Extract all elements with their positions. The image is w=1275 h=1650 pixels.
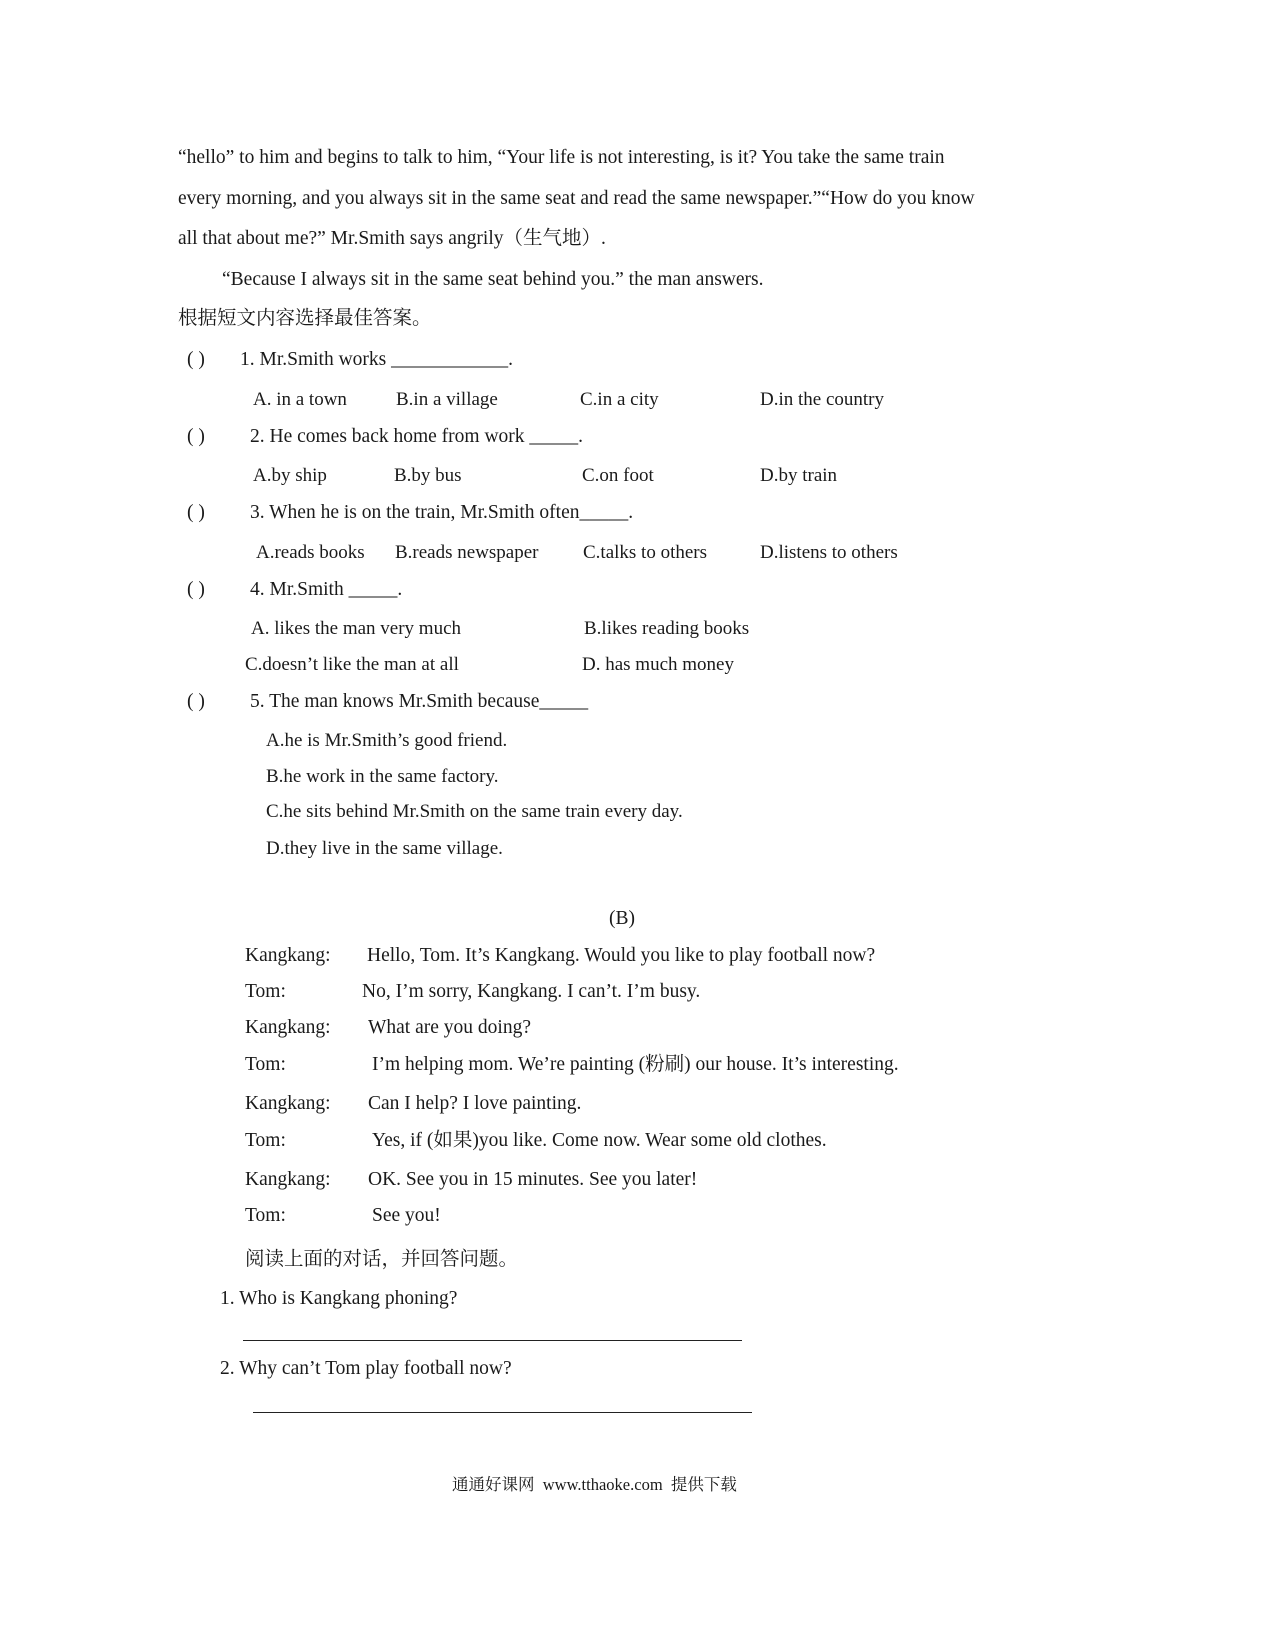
- section-b-question-1: 1. Who is Kangkang phoning?: [220, 1288, 458, 1309]
- q3-option-b[interactable]: B.reads newspaper: [395, 542, 539, 563]
- q4-option-a[interactable]: A. likes the man very much: [251, 618, 462, 639]
- passage-line-4: “Because I always sit in the same seat behind you.” the man answers.: [222, 269, 764, 290]
- question-5-stem: 5. The man knows Mr.Smith because_____: [250, 691, 589, 712]
- question-4-stem: 4. Mr.Smith _____.: [250, 579, 403, 600]
- dialogue-line-8: See you!: [372, 1205, 441, 1226]
- dialogue-line-3: What are you doing?: [368, 1017, 531, 1038]
- dialogue-line-1: Hello, Tom. It’s Kangkang. Would you like to play football now?: [367, 945, 876, 966]
- q1-option-b[interactable]: B.in a village: [396, 389, 498, 410]
- section-b-instruction: 阅读上面的对话，并回答问题。: [245, 1249, 519, 1270]
- q1-option-a[interactable]: A. in a town: [253, 389, 347, 410]
- section-b-question-2: 2. Why can’t Tom play football now?: [220, 1358, 512, 1379]
- q3-option-d[interactable]: D.listens to others: [760, 542, 898, 563]
- q3-option-c[interactable]: C.talks to others: [583, 542, 708, 563]
- question-2-stem: 2. He comes back home from work _____.: [250, 426, 584, 447]
- section-a-instruction: 根据短文内容选择最佳答案。: [178, 308, 432, 329]
- q2-option-c[interactable]: C.on foot: [582, 465, 654, 486]
- answer-paren-5[interactable]: ( ): [187, 691, 205, 712]
- answer-paren-1[interactable]: ( ): [187, 349, 205, 370]
- dialogue-line-5: Can I help? I love painting.: [368, 1093, 582, 1114]
- question-3-stem: 3. When he is on the train, Mr.Smith often_____.: [250, 502, 634, 523]
- passage-line-3: all that about me?” Mr.Smith says angrily（生气地）.: [178, 228, 606, 249]
- answer-paren-3[interactable]: ( ): [187, 502, 205, 523]
- q1-option-d[interactable]: D.in the country: [760, 389, 885, 410]
- page-footer: 通通好课网 www.tthaoke.com 提供下载: [452, 1475, 737, 1494]
- answer-line-1[interactable]: [243, 1340, 742, 1341]
- dialogue-line-4: I’m helping mom. We’re painting (粉刷) our house. It’s interesting.: [372, 1054, 899, 1075]
- q5-option-d[interactable]: D.they live in the same village.: [266, 838, 503, 859]
- q2-option-a[interactable]: A.by ship: [253, 465, 327, 486]
- dialogue-speaker-5: Kangkang:: [245, 1093, 331, 1114]
- q2-option-b[interactable]: B.by bus: [394, 465, 462, 486]
- q4-option-c[interactable]: C.doesn’t like the man at all: [245, 654, 459, 675]
- q5-option-b[interactable]: B.he work in the same factory.: [266, 766, 499, 787]
- answer-paren-4[interactable]: ( ): [187, 579, 205, 600]
- dialogue-speaker-6: Tom:: [245, 1130, 286, 1151]
- q4-option-b[interactable]: B.likes reading books: [584, 618, 750, 639]
- q1-option-c[interactable]: C.in a city: [580, 389, 659, 410]
- dialogue-speaker-3: Kangkang:: [245, 1017, 331, 1038]
- dialogue-line-2: No, I’m sorry, Kangkang. I can’t. I’m busy.: [362, 981, 701, 1002]
- q5-option-c[interactable]: C.he sits behind Mr.Smith on the same train every day.: [266, 801, 683, 822]
- q5-option-a[interactable]: A.he is Mr.Smith’s good friend.: [266, 730, 508, 751]
- q2-option-d[interactable]: D.by train: [760, 465, 838, 486]
- dialogue-speaker-8: Tom:: [245, 1205, 286, 1226]
- answer-line-2[interactable]: [253, 1412, 752, 1413]
- dialogue-speaker-4: Tom:: [245, 1054, 286, 1075]
- passage-line-1: “hello” to him and begins to talk to him, “Your life is not interesting, is it? You take the same train: [178, 147, 945, 168]
- section-b-heading: (B): [609, 908, 635, 929]
- dialogue-speaker-7: Kangkang:: [245, 1169, 331, 1190]
- dialogue-speaker-1: Kangkang:: [245, 945, 331, 966]
- dialogue-line-6: Yes, if (如果)you like. Come now. Wear some old clothes.: [372, 1130, 827, 1151]
- passage-line-2: every morning, and you always sit in the same seat and read the same newspaper.”“How do you know: [178, 188, 975, 209]
- dialogue-line-7: OK. See you in 15 minutes. See you later!: [368, 1169, 698, 1190]
- q4-option-d[interactable]: D. has much money: [582, 654, 734, 675]
- question-1-stem: 1. Mr.Smith works ____________.: [240, 349, 514, 370]
- answer-paren-2[interactable]: ( ): [187, 426, 205, 447]
- q3-option-a[interactable]: A.reads books: [256, 542, 365, 563]
- dialogue-speaker-2: Tom:: [245, 981, 286, 1002]
